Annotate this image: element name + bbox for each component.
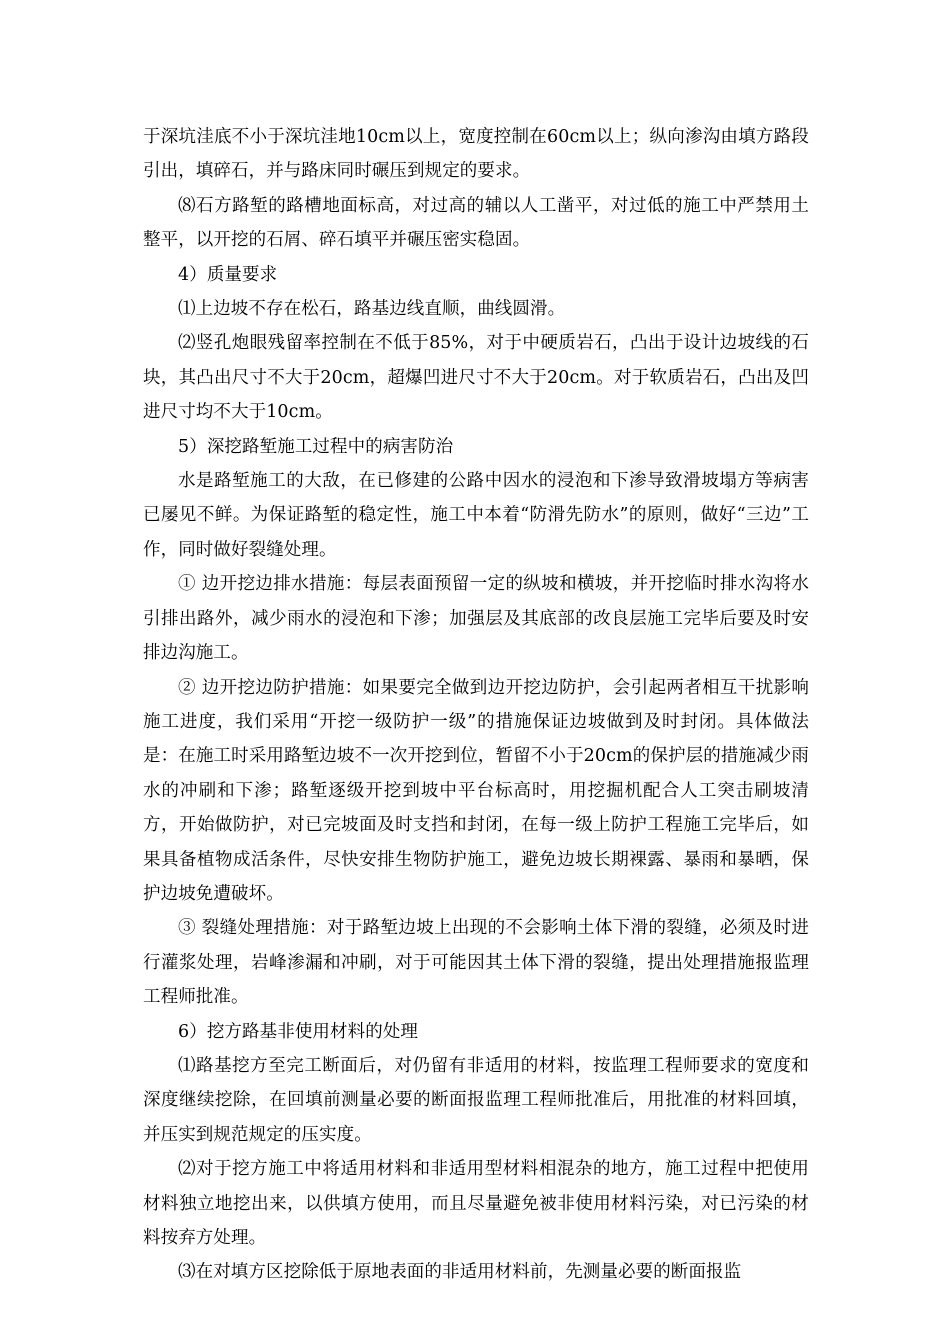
paragraph-materials-3: ⑶在对填方区挖除低于原地表面的非适用材料前，先测量必要的断面报监 <box>178 1262 742 1283</box>
paragraph-continuation: 于深坑洼底不小于深坑洼地10cm以上，宽度控制在60cm以上；纵向渗沟由填方路段引出，填碎石，并与路床同时碾压到规定的要求。 <box>143 127 809 182</box>
section-heading-quality-requirements: 4）质量要求 <box>178 264 278 285</box>
section-heading-unsuitable-materials: 6）挖方路基非使用材料的处理 <box>178 1021 419 1042</box>
paragraph-crack-measure: ③ 裂缝处理措施：对于路堑边坡上出现的不会影响土体下滑的裂缝，必须及时进行灌浆处理，岩峰渗漏和冲刷，对于可能因其土体下滑的裂缝，提出处理措施报监理工程师批准。 <box>143 918 809 1008</box>
paragraph-drainage-measure: ① 边开挖边排水措施：每层表面预留一定的纵坡和横坡，并开挖临时排水沟将水引排出路外，减少雨水的浸泡和下渗；加强层及其底部的改良层施工完毕后要及时安排边沟施工。 <box>143 574 809 664</box>
section-heading-disease-prevention: 5）深挖路堑施工过程中的病害防治 <box>178 436 454 457</box>
paragraph-materials-1: ⑴路基挖方至完工断面后，对仍留有非适用的材料，按监理工程师要求的宽度和深度继续挖除，在回填前测量必要的断面报监理工程师批准后，用批准的材料回填，并压实到规范规定的压实度。 <box>143 1055 809 1145</box>
paragraph-quality-2: ⑵竖孔炮眼残留率控制在不低于85%，对于中硬质岩石，凸出于设计边坡线的石块，其凸出尺寸不大于20cm，超爆凹进尺寸不大于20cm。对于软质岩石，凸出及凹进尺寸均不大于10cm。 <box>143 333 809 423</box>
paragraph-water-intro: 水是路堑施工的大敌，在已修建的公路中因水的浸泡和下渗导致滑坡塌方等病害已屡见不鲜。为保证路堑的稳定性，施工中本着“防滑先防水”的原则，做好“三边”工作，同时做好裂缝处理。 <box>143 471 809 560</box>
document-body <box>143 120 809 1290</box>
paragraph-materials-2: ⑵对于挖方施工中将适用材料和非适用型材料相混杂的地方，施工过程中把使用材料独立地挖出来，以供填方使用，而且尽量避免被非使用材料污染，对已污染的材料按弃方处理。 <box>143 1159 809 1248</box>
paragraph-item-8: ⑻石方路堑的路槽地面标高，对过高的辅以人工凿平，对过低的施工中严禁用土整平，以开挖的石屑、碎石填平并碾压密实稳固。 <box>143 195 809 251</box>
paragraph-quality-1: ⑴上边坡不存在松石，路基边线直顺，曲线圆滑。 <box>178 299 566 320</box>
paragraph-protection-measure: ② 边开挖边防护措施：如果要完全做到边开挖边防护，会引起两者相互干扰影响施工进度，我们采用“开挖一级防护一级”的措施保证边坡做到及时封闭。具体做法是：在施工时采用路堑边坡不一次开挖到位，暂留不小于20cm的保护层的措施减少雨水的冲刷和下渗；路堑逐级开挖到坡中平台标高时，用挖掘机配合人工突击刷坡清方，开始做防护，对已完坡面及时支挡和封闭，在每一级上防护工程施工完毕后，如果具备植物成活条件，尽快安排生物防护施工，避免边坡长期裸露、暴雨和暴晒，保护边坡免遭破坏。 <box>143 677 809 904</box>
